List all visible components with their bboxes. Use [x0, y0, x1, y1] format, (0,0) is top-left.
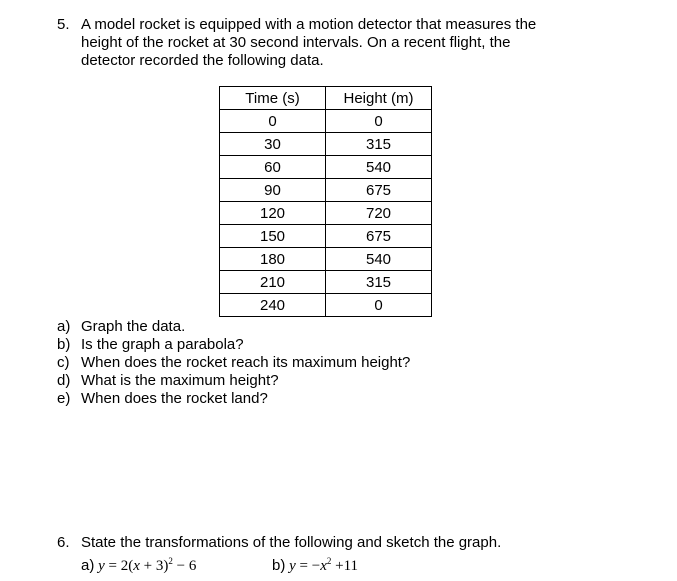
part-c-text: When does the rocket reach its maximum height? — [81, 354, 411, 371]
part-a — [57, 318, 185, 336]
time-cell: 150 — [220, 225, 326, 248]
equation-a-label: a) — [81, 557, 95, 574]
part-c-label: c) — [57, 354, 70, 371]
height-cell: 675 — [326, 225, 432, 248]
rocket-data-table — [219, 86, 432, 317]
table-row — [220, 248, 432, 271]
equation-a-rhs-post: − 6 — [172, 558, 197, 574]
part-d-label: d) — [57, 372, 71, 389]
equation-a-rhs-pre: = 2( — [104, 558, 134, 574]
height-cell: 315 — [326, 133, 432, 156]
table-row — [220, 294, 432, 317]
height-cell: 0 — [326, 294, 432, 317]
time-cell: 120 — [220, 202, 326, 225]
time-cell: 0 — [220, 110, 326, 133]
height-cell: 675 — [326, 179, 432, 202]
part-e-text: When does the rocket land? — [81, 390, 268, 407]
height-cell: 540 — [326, 156, 432, 179]
equation-a — [81, 556, 196, 575]
part-a-text: Graph the data. — [81, 318, 186, 335]
part-b-text: Is the graph a parabola? — [81, 336, 244, 353]
equation-a-exponent: 2 — [168, 556, 173, 566]
question-5-text-line-1: A model rocket is equipped with a motion detector that measures the — [81, 16, 537, 33]
height-cell: 720 — [326, 202, 432, 225]
part-d-text: What is the maximum height? — [81, 372, 279, 389]
part-e — [57, 390, 268, 408]
equation-a-rhs-mid: + 3) — [139, 558, 169, 574]
equation-b-rhs-pre: = − — [295, 558, 321, 574]
header-time: Time (s) — [220, 87, 326, 110]
equation-b — [272, 556, 358, 575]
part-e-label: e) — [57, 390, 71, 407]
part-a-label: a) — [57, 318, 71, 335]
part-b — [57, 336, 244, 354]
part-c — [57, 354, 410, 372]
equation-b-lhs: y — [289, 558, 296, 574]
question-5-text-line-2: height of the rocket at 30 second intervals. On a recent flight, the — [81, 34, 511, 51]
question-5-text-line-3: detector recorded the following data. — [81, 52, 324, 69]
table-row — [220, 156, 432, 179]
table-row — [220, 271, 432, 294]
table-row — [220, 133, 432, 156]
table-row — [220, 179, 432, 202]
question-6-number: 6. — [57, 534, 70, 551]
equation-a-lhs: y — [98, 558, 105, 574]
equation-b-exponent: 2 — [326, 556, 332, 566]
equation-b-label: b) — [272, 557, 286, 574]
time-cell: 30 — [220, 133, 326, 156]
table-row — [220, 110, 432, 133]
time-cell: 180 — [220, 248, 326, 271]
table-row — [220, 202, 432, 225]
equation-b-var: x — [320, 558, 327, 574]
table-row — [220, 225, 432, 248]
part-b-label: b) — [57, 336, 71, 353]
time-cell: 60 — [220, 156, 326, 179]
equation-b-rhs-post: +11 — [331, 558, 359, 574]
question-5-number: 5. — [57, 16, 70, 33]
height-cell: 315 — [326, 271, 432, 294]
equation-a-var: x — [133, 558, 140, 574]
part-d — [57, 372, 279, 390]
time-cell: 210 — [220, 271, 326, 294]
header-height: Height (m) — [326, 87, 432, 110]
question-6-text: State the transformations of the following and sketch the graph. — [81, 534, 502, 551]
table-header-row — [220, 87, 432, 110]
height-cell: 540 — [326, 248, 432, 271]
time-cell: 240 — [220, 294, 326, 317]
time-cell: 90 — [220, 179, 326, 202]
height-cell: 0 — [326, 110, 432, 133]
